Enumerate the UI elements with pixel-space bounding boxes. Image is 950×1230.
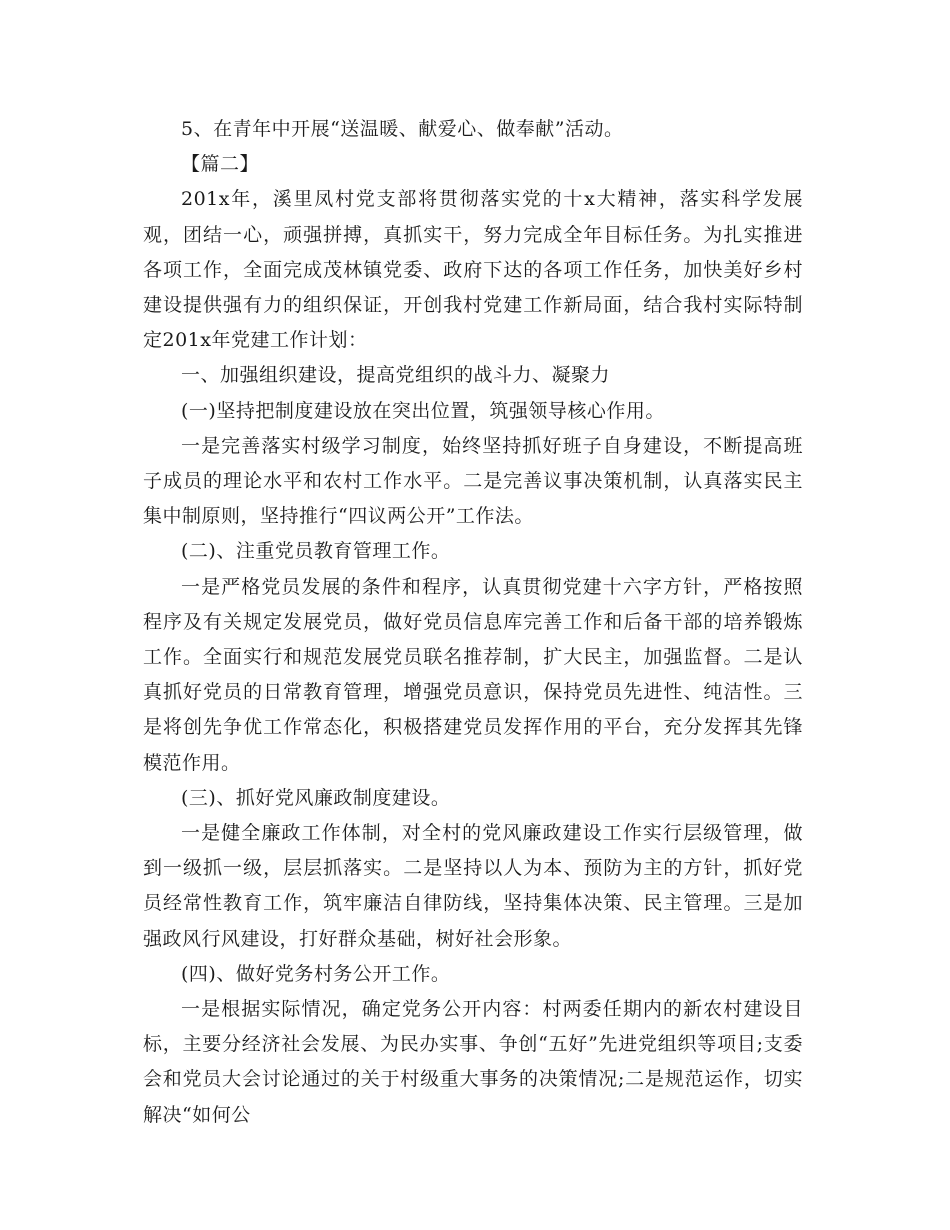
paragraph-integrity-building: 一是健全廉政工作体制，对全村的党风廉政建设工作实行层级管理，做到一级抓一级，层层抓落实。二是坚持以人为本、预防为主的方针，抓好党员经常性教育工作，筑牢廉洁自律防线，坚持集体决策、民主管理。三是加强政风行风建设，打好群众基础，树好社会形象。 [143, 822, 803, 950]
paragraph-activity-item-5: 5、在青年中开展“送温暖、献爱心、做奉献”活动。 [181, 118, 624, 140]
subheading-integrity-building: (三)、抓好党风廉政制度建设。 [181, 786, 451, 809]
subheading-system-building: (一)坚持把制度建设放在突出位置，筑强领导核心作用。 [181, 399, 665, 422]
heading-organization-building: 一、加强组织建设，提高党组织的战斗力、凝聚力 [181, 364, 611, 387]
paragraph-intro: 201x年，溪里凤村党支部将贯彻落实党的十x大精神，落实科学发展观，团结一心，顽强拼搏，真抓实干，努力完成全年目标任务。为扎实推进各项工作，全面完成茂林镇党委、政府下达的各项工作任务，加快美好乡村建设提供强有力的组织保证，开创我村党建工作新局面，结合我村实际特制定201x年党建工作计划： [143, 188, 803, 352]
paragraph-member-education: 一是严格党员发展的条件和程序，认真贯彻党建十六字方针，严格按照程序及有关规定发展党员，做好党员信息库完善工作和后备干部的培养锻炼工作。全面实行和规范发展党员联名推荐制，扩大民主，加强监督。二是认真抓好党员的日常教育管理，增强党员意识，保持党员先进性、纯洁性。三是将创先争优工作常态化，积极搭建党员发挥作用的平台，充分发挥其先锋模范作用。 [143, 575, 803, 774]
document-body [143, 112, 803, 1133]
section-heading-part-two: 【篇二】 [181, 153, 260, 176]
subheading-member-education: (二)、注重党员教育管理工作。 [181, 540, 451, 563]
subheading-affairs-disclosure: (四)、做好党务村务公开工作。 [181, 962, 451, 985]
paragraph-affairs-disclosure: 一是根据实际情况，确定党务公开内容：村两委任期内的新农村建设目标，主要分经济社会发展、为民办实事、争创“五好”先进党组织等项目;支委会和党员大会讨论通过的关于村级重大事务的决策情况;二是规范运作，切实解决“如何公 [143, 998, 803, 1126]
paragraph-system-building: 一是完善落实村级学习制度，始终坚持抓好班子自身建设，不断提高班子成员的理论水平和农村工作水平。二是完善议事决策机制，认真落实民主集中制原则，坚持推行“四议两公开”工作法。 [143, 434, 803, 528]
